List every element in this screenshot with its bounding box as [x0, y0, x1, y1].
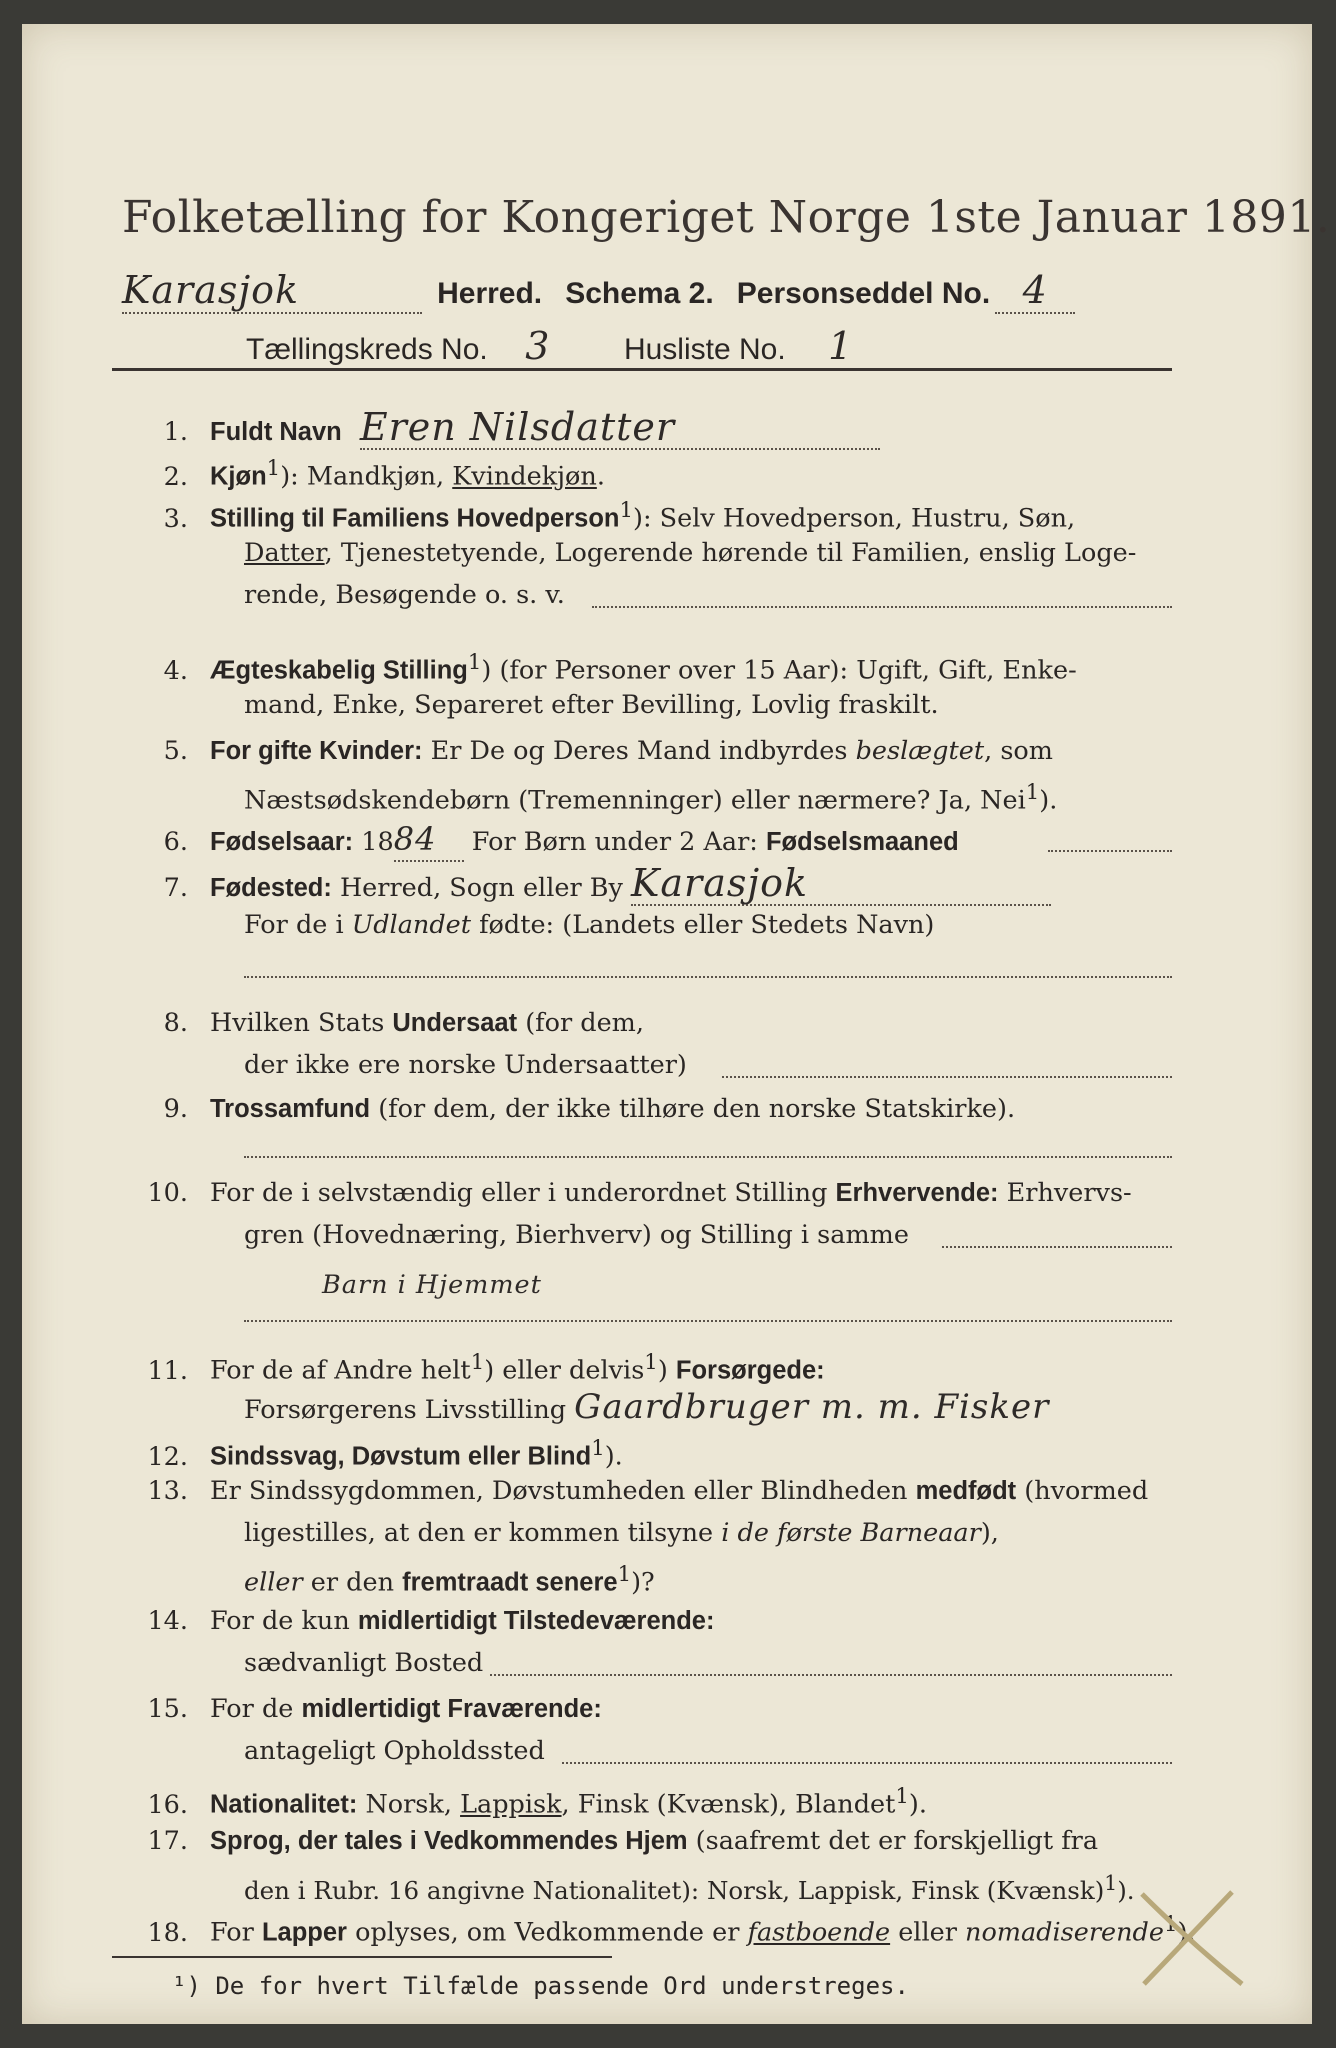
underlined-option: Datter: [244, 538, 325, 568]
item-italic-text: Udlandet: [351, 910, 471, 940]
footnote-ref: 1: [467, 650, 482, 675]
item-13-line3: [244, 1554, 655, 1604]
item-13-line2: [244, 1512, 999, 1554]
item-text: ): Mandkjøn,: [280, 461, 453, 492]
item-text: Norsk,: [357, 1789, 461, 1820]
kreds-label: Tællingskreds No.: [246, 333, 488, 366]
footnote-ref: 1: [470, 1350, 485, 1375]
item-text: (saafremt det er forskjelligt fra: [687, 1826, 1099, 1856]
item-15-line2: [244, 1730, 545, 1772]
item-number: 2.: [163, 461, 188, 492]
item-3-line3: [244, 574, 565, 616]
dotted-fill-line: [942, 1246, 1172, 1248]
header-row-herred: [122, 268, 1075, 314]
item-text: , Tjenestetyende, Logerende hørende til Familien, enslig Loge-: [324, 538, 1137, 568]
item-text: (for dem,: [517, 1008, 644, 1038]
item-label: Lapper: [261, 1918, 347, 1947]
occupation-value: Barn i Hjemmet: [322, 1270, 542, 1300]
item-text: fødte: (Landets eller Stedets Navn): [471, 910, 935, 940]
item-text: Herred, Sogn eller By: [331, 873, 631, 903]
item-label: Erhvervende:: [835, 1179, 999, 1207]
dotted-fill-line: [244, 1320, 1172, 1322]
form-title: Folketælling for Kongeriget Norge 1ste Januar 1891.: [122, 192, 1331, 243]
item-text: For: [210, 1917, 262, 1948]
underlined-option: Lappisk: [460, 1789, 562, 1820]
item-number: 16.: [147, 1789, 188, 1820]
item-number: 12.: [147, 1441, 188, 1472]
item-text: ) eller delvis: [484, 1355, 645, 1386]
item-label: Trossamfund: [210, 1095, 371, 1123]
footnote-ref: 1: [895, 1784, 909, 1809]
item-17: [122, 1820, 1098, 1862]
item-label: Ægteskabelig Stilling: [210, 656, 468, 685]
footnote-ref: 1: [266, 456, 281, 481]
dotted-fill-line: [562, 1762, 1172, 1764]
item-text: For de kun: [210, 1606, 358, 1636]
item-number: 8.: [163, 1008, 188, 1038]
item-text: For de i selvstændig eller i underordnet Stilling: [210, 1178, 836, 1208]
header-divider: [112, 368, 1172, 371]
footnote-ref: 1: [617, 1562, 632, 1587]
personseddel-value: 4: [995, 268, 1075, 314]
item-number: 10.: [147, 1178, 188, 1208]
item-text: ),: [980, 1518, 999, 1548]
dotted-fill-line: [592, 606, 1172, 608]
item-4-line2: [244, 684, 939, 726]
item-number: 1.: [163, 417, 188, 447]
item-label: Sindssvag, Døvstum eller Blind: [210, 1442, 592, 1471]
item-number: 4.: [163, 655, 188, 686]
item-15: [122, 1688, 602, 1730]
item-number: 7.: [163, 873, 188, 903]
underlined-option: Kvindekjøn: [452, 461, 597, 492]
item-7-line2: [244, 904, 934, 946]
birth-year-value: 84: [394, 818, 464, 862]
provider-occupation-value: Gaardbruger m. m. Fisker: [574, 1387, 1050, 1427]
item-text: den i Rubr. 16 angivne Nationalitet): Norsk, Lappisk, Finsk (Kvænsk): [244, 1876, 1105, 1906]
item-label: medfødt: [915, 1477, 1017, 1505]
item-text: antageligt Opholdssted: [244, 1736, 545, 1766]
item-17-line2: den i Rubr. 16 angivne Nationalitet): Norsk, Lappisk, Finsk (Kvænsk)$^1$).: [244, 1871, 1135, 1906]
item-label: Sprog, der tales i Vedkommendes Hjem: [210, 1827, 688, 1855]
item-text: sædvanligt Bosted: [244, 1648, 484, 1678]
item-text: ).: [604, 1441, 623, 1472]
herred-value: Karasjok: [122, 268, 422, 314]
herred-label: Herred.: [437, 277, 543, 310]
item-italic-text: eller: [244, 1567, 303, 1598]
item-number: 15.: [147, 1694, 188, 1724]
item-text: Er De og Deres Mand indbyrdes: [422, 736, 856, 766]
item-11-line2: [244, 1386, 1049, 1431]
item-number: 17.: [147, 1826, 188, 1856]
header-row-kreds: [246, 324, 891, 370]
item-text: For de af Andre helt: [210, 1355, 471, 1386]
item-text: Hvilken Stats: [210, 1008, 393, 1038]
item-text: (for dem, der ikke tilhøre den norske Statskirke).: [370, 1094, 1016, 1124]
item-label: Nationalitet:: [210, 1790, 358, 1819]
item-label: fremtraadt senere: [402, 1568, 618, 1597]
item-16: 16. Nationalitet: Norsk, Lappisk, Finsk (Kvænsk), Blandet$^1$).: [122, 1776, 927, 1826]
item-italic-text: i de første Barneaar: [721, 1518, 981, 1548]
schema-label: Schema 2.: [565, 277, 714, 310]
item-number: 14.: [147, 1606, 188, 1636]
item-label: Fødselsaar:: [210, 828, 354, 856]
item-number: 6.: [163, 827, 188, 857]
item-text: eller: [890, 1917, 966, 1948]
dotted-fill-line: [490, 1674, 1172, 1676]
item-text: For Børn under 2 Aar:: [463, 827, 766, 857]
item-label: For gifte Kvinder:: [210, 737, 423, 765]
item-label: Kjøn: [210, 462, 267, 491]
item-label: midlertidigt Tilstedeværende:: [357, 1607, 715, 1635]
year-prefix: 18: [353, 827, 394, 857]
item-label: Fuldt Navn: [210, 418, 342, 446]
kreds-value: 3: [493, 324, 583, 370]
footnote-ref: 1: [591, 1436, 605, 1461]
item-text: Erhvervs-: [998, 1178, 1132, 1208]
item-text: gren (Hovednæring, Bierhverv) og Stilling i samme: [244, 1220, 909, 1250]
item-text: ) (for Personer over 15 Aar): Ugift, Gift, Enke-: [481, 655, 1077, 686]
footnote-ref: 1: [644, 1350, 658, 1375]
item-text: ): Selv Hovedperson, Hustru, Søn,: [633, 503, 1076, 534]
item-text: .: [596, 461, 605, 492]
item-number: 3.: [163, 503, 188, 534]
footnote-ref: 1: [1025, 780, 1040, 805]
item-label: Undersaat: [392, 1009, 518, 1037]
footnote-ref: 1: [1104, 1871, 1118, 1895]
item-italic-text: nomadiserende: [965, 1917, 1164, 1948]
item-10: [122, 1172, 1132, 1214]
item-text: , Finsk (Kvænsk), Blandet: [561, 1789, 896, 1820]
item-label: midlertidigt Fraværende:: [301, 1695, 602, 1723]
dotted-fill-line: [244, 1156, 1172, 1158]
husliste-value: 1: [791, 324, 891, 370]
item-18: 18. For Lapper oplyses, om Vedkommende er fastboende eller nomadiserende$^1$).: [122, 1904, 1196, 1954]
item-text: Forsørgerens Livsstilling: [244, 1395, 567, 1425]
item-label: Stilling til Familiens Hovedperson: [210, 504, 620, 533]
birthplace-value: Karasjok: [631, 862, 1051, 906]
item-number: 18.: [147, 1917, 188, 1948]
footnote-ref: 1: [619, 498, 634, 523]
item-5-line2: Næstsødskendebørn (Tremenninger) eller nærmere? Ja, Nei$^1$).: [244, 780, 1058, 816]
footnote-divider: [112, 1956, 612, 1958]
item-5: [122, 730, 1053, 772]
footnote-text: ¹) De for hvert Tilfælde passende Ord understreges.: [172, 1972, 909, 2000]
dotted-fill-line: [244, 976, 1172, 978]
item-number: 5.: [163, 736, 188, 766]
item-14-line2: [244, 1642, 483, 1684]
item-13: [122, 1470, 1148, 1512]
husliste-label: Husliste No.: [623, 333, 786, 366]
item-6: [122, 818, 959, 863]
item-3-line2: [244, 532, 1136, 574]
item-text: er den: [302, 1567, 403, 1598]
item-text: )?: [631, 1567, 655, 1598]
item-11: 11. For de af Andre helt$^1$) eller delvis$^1$) Forsørgede:: [122, 1342, 825, 1392]
item-text: , som: [984, 736, 1053, 766]
item-number: 11.: [147, 1355, 188, 1386]
item-number: 13.: [147, 1476, 188, 1506]
item-text: rende, Besøgende o. s. v.: [244, 580, 565, 610]
item-label: Fødested:: [210, 874, 332, 902]
item-text: mand, Enke, Separeret efter Bevilling, Lovlig fraskilt.: [244, 690, 939, 720]
item-text: For de: [210, 1694, 302, 1724]
item-text: (hvormed: [1016, 1476, 1149, 1506]
personseddel-label: Personseddel No.: [736, 277, 991, 310]
dotted-fill-line: [1048, 850, 1172, 852]
item-text: der ikke ere norske Undersaatter): [244, 1050, 687, 1080]
item-text: For de i: [244, 910, 352, 940]
full-name-value: Eren Nilsdatter: [360, 406, 880, 450]
item-text: Næstsødskendebørn (Tremenninger) eller nærmere? Ja, Nei: [244, 785, 1026, 816]
item-text: ligestilles, at den er kommen tilsyne: [244, 1518, 722, 1548]
item-8: [122, 1002, 644, 1044]
item-text: oplyses, om Vedkommende er: [346, 1917, 748, 1948]
dotted-fill-line: [722, 1076, 1172, 1078]
item-7: [122, 862, 1051, 909]
item-italic-text: beslægtet: [855, 736, 985, 766]
pencil-cross-mark: [1132, 1884, 1252, 1994]
item-14: [122, 1600, 714, 1642]
item-label: Forsørgede:: [675, 1356, 825, 1385]
footnote-ref: 1: [1163, 1912, 1178, 1937]
item-text: Er Sindssygdommen, Døvstumheden eller Blindheden: [210, 1476, 916, 1506]
item-8-line2: [244, 1044, 687, 1086]
item-10-line2: [244, 1214, 909, 1256]
item-number: 9.: [163, 1094, 188, 1124]
underlined-option: fastboende: [747, 1917, 891, 1948]
item-9: [122, 1088, 1015, 1130]
census-form-sheet: [22, 24, 1331, 2024]
item-label: Fødselsmaaned: [765, 828, 959, 856]
item-1: [122, 406, 880, 453]
